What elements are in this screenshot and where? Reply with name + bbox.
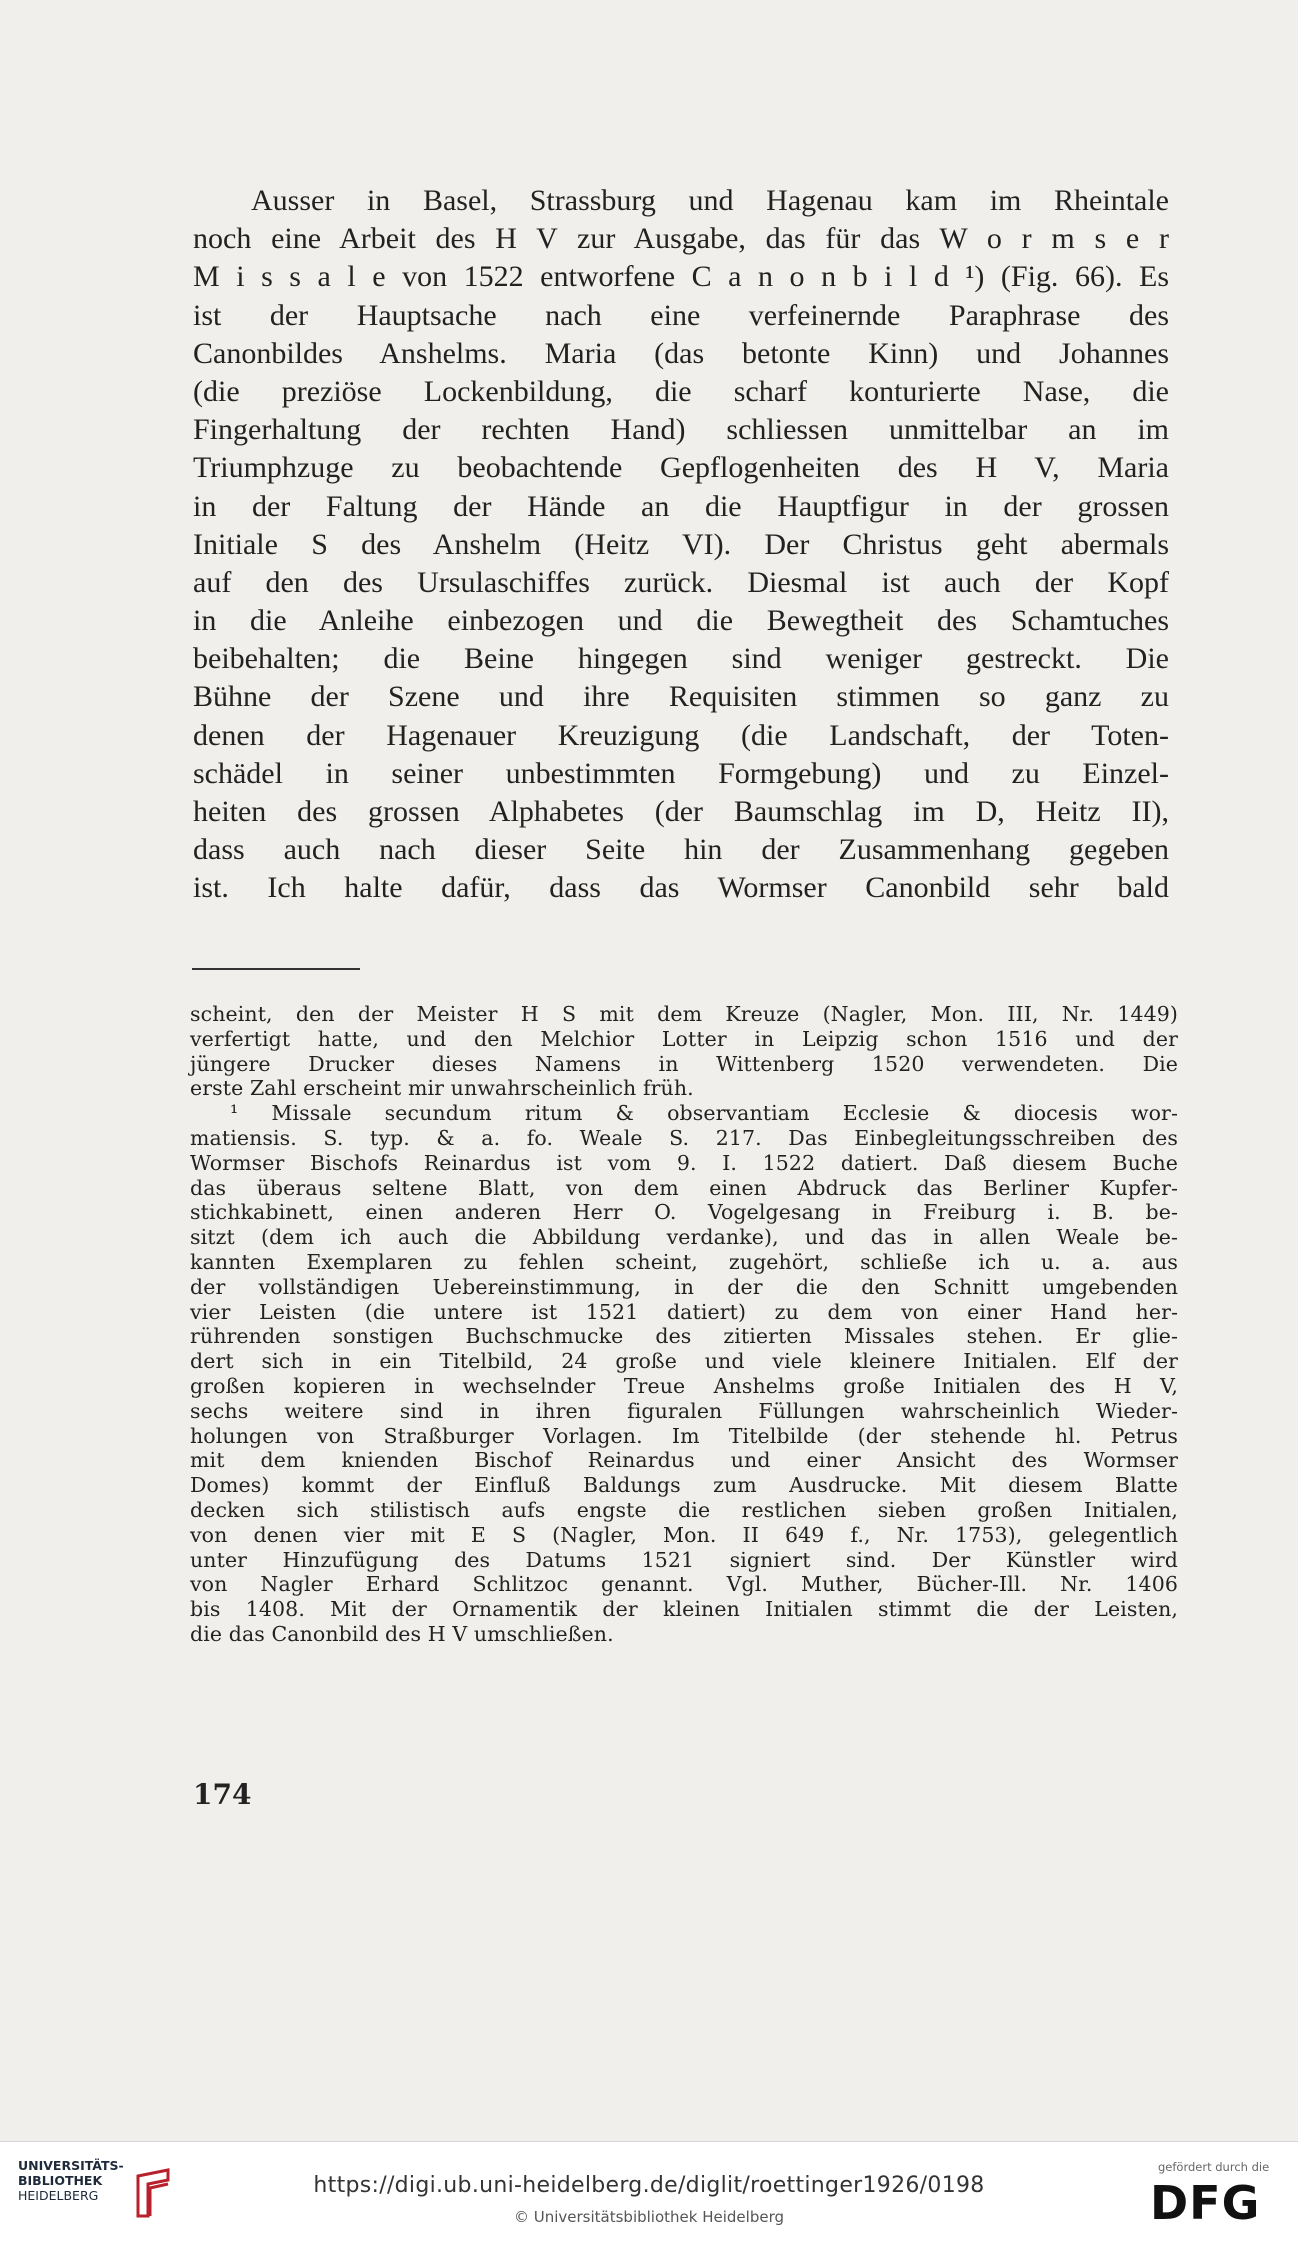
footnote-line: erste Zahl erscheint mir unwahrscheinlich früh. [190,1076,694,1101]
footnote-line: ¹ Missale secundum ritum & observantiam Ecclesie & diocesis wor- [230,1101,1178,1126]
main-text-line: Ausser in Basel, Strassburg und Hagenau kam im Rheintale [251,184,1169,217]
footnote-line: verfertigt hatte, und den Melchior Lotter in Leipzig schon 1516 und der [190,1026,1178,1051]
main-text-line: schädel in seiner unbestimmten Formgebung) und zu Einzel- [193,756,1169,790]
footnote-line: scheint, den der Meister H S mit dem Kreuze (Nagler, Mon. III, Nr. 1449) [190,1002,1178,1026]
library-name-line3: HEIDELBERG [18,2188,99,2203]
footnote-line: matiensis. S. typ. & a. fo. Weale S. 217. Das Einbegleitungsschreiben des [190,1125,1178,1150]
dfg-logo[interactable]: DFG [1150,2176,1261,2230]
funding-caption: gefördert durch die [1158,2160,1270,2174]
footnote-line: vier Leisten (die untere ist 1521 datiert) zu dem von einer Hand her- [190,1299,1178,1324]
main-text-line: Triumphzuge zu beobachtende Gepflogenheiten des H V, Maria [193,451,1169,485]
main-text-line: dass auch nach dieser Seite hin der Zusammenhang gegeben [193,833,1169,867]
footnote-line: stichkabinett, einen anderen Herr O. Vogelgesang in Freiburg i. B. be- [190,1200,1178,1225]
main-text-line: Canonbildes Anshelms. Maria (das betonte Kinn) und Johannes [193,336,1169,370]
footnote-line: sitzt (dem ich auch die Abbildung verdanke), und das in allen Weale be- [190,1225,1178,1250]
footnotes-block [190,1002,1178,1647]
main-text-line: ist der Hauptsache nach eine verfeinernde Paraphrase des [193,298,1169,332]
footnote-line: jüngere Drucker dieses Namens in Wittenberg 1520 verwendeten. Die [190,1051,1178,1076]
footnote-line: bis 1408. Mit der Ornamentik der kleinen Initialen stimmt die der Leisten, [190,1597,1178,1622]
copyright-notice: © Universitätsbibliothek Heidelberg [513,2208,784,2226]
footnote-line: kannten Exemplaren zu fehlen scheint, zugehört, schließe ich u. a. aus [190,1249,1178,1274]
footnote-line: mit dem knienden Bischof Reinardus und einer Ansicht des Wormser [190,1448,1178,1473]
footnote-line: Domes) kommt der Einfluß Baldungs zum Ausdrucke. Mit diesem Blatte [190,1473,1178,1498]
footnote-line: das überaus seltene Blatt, von dem einen Abdruck das Berliner Kupfer- [190,1175,1178,1200]
main-text-line: heiten des grossen Alphabetes (der Baumschlag im D, Heitz II), [193,795,1169,828]
main-text-line: in der Faltung der Hände an die Hauptfigur in der grossen [193,489,1169,523]
main-text-line: in die Anleihe einbezogen und die Bewegtheit des Schamtuches [193,604,1169,638]
footnote-line: sechs weitere sind in ihren figuralen Füllungen wahrscheinlich Wieder- [190,1398,1178,1423]
document-url-link[interactable]: https://digi.ub.uni-heidelberg.de/diglit/roettinger1926/0198 [313,2173,985,2198]
page-number: 174 [193,1778,252,1811]
footnote-line: von denen vier mit E S (Nagler, Mon. II 649 f., Nr. 1753), gelegentlich [190,1522,1178,1547]
main-text-line: M i s s a l e von 1522 entworfene C a n o n b i l d ¹) (Fig. 66). Es [193,260,1169,294]
footnote-line: der vollständigen Uebereinstimmung, in der die den Schnitt umgebenden [190,1274,1178,1299]
main-text-line: beibehalten; die Beine hingegen sind weniger gestreckt. Die [193,642,1169,676]
footnote-line: decken sich stilistisch aufs engste die restlichen sieben großen Initialen, [190,1497,1178,1522]
main-text-line: Bühne der Szene und ihre Requisiten stimmen so ganz zu [193,680,1169,714]
footnote-line: Wormser Bischofs Reinardus ist vom 9. I. 1522 datiert. Daß diesem Buche [190,1150,1178,1175]
footnote-line: dert sich in ein Titelbild, 24 große und viele kleinere Initialen. Elf der [190,1349,1178,1374]
main-text-line: ist. Ich halte dafür, dass das Wormser Canonbild sehr bald [193,871,1169,905]
footnote-line: von Nagler Erhard Schlitzoc genannt. Vgl. Muther, Bücher-Ill. Nr. 1406 [190,1572,1178,1597]
main-text-line: Fingerhaltung der rechten Hand) schliessen unmittelbar an im [193,413,1169,447]
library-name-line2: BIBLIOTHEK [18,2173,103,2188]
main-text-line: auf den des Ursulaschiffes zurück. Diesmal ist auch der Kopf [193,565,1169,599]
main-text-block [193,182,1169,908]
footnote-line: großen kopieren in wechselnder Treue Anshelms große Initialen des H V, [190,1373,1178,1398]
footnote-line: holungen von Straßburger Vorlagen. Im Titelbilde (der stehende hl. Petrus [190,1423,1178,1448]
main-text-line: noch eine Arbeit des H V zur Ausgabe, das für das W o r m s e r [193,222,1169,256]
main-text-line: Initiale S des Anshelm (Heitz VI). Der Christus geht abermals [193,527,1169,561]
footnote-divider [192,968,360,970]
main-text-line: (die preziöse Lockenbildung, die scharf konturierte Nase, die [193,374,1169,408]
library-name-line1: UNIVERSITÄTS- [18,2158,124,2173]
footnote-line: unter Hinzufügung des Datums 1521 signiert sind. Der Künstler wird [190,1547,1178,1572]
footnote-line: rührenden sonstigen Buchschmucke des zitierten Missales stehen. Er glie- [190,1324,1178,1349]
footnote-line: die das Canonbild des H V umschließen. [190,1621,614,1646]
main-text-line: denen der Hagenauer Kreuzigung (die Landschaft, der Toten- [193,718,1169,752]
